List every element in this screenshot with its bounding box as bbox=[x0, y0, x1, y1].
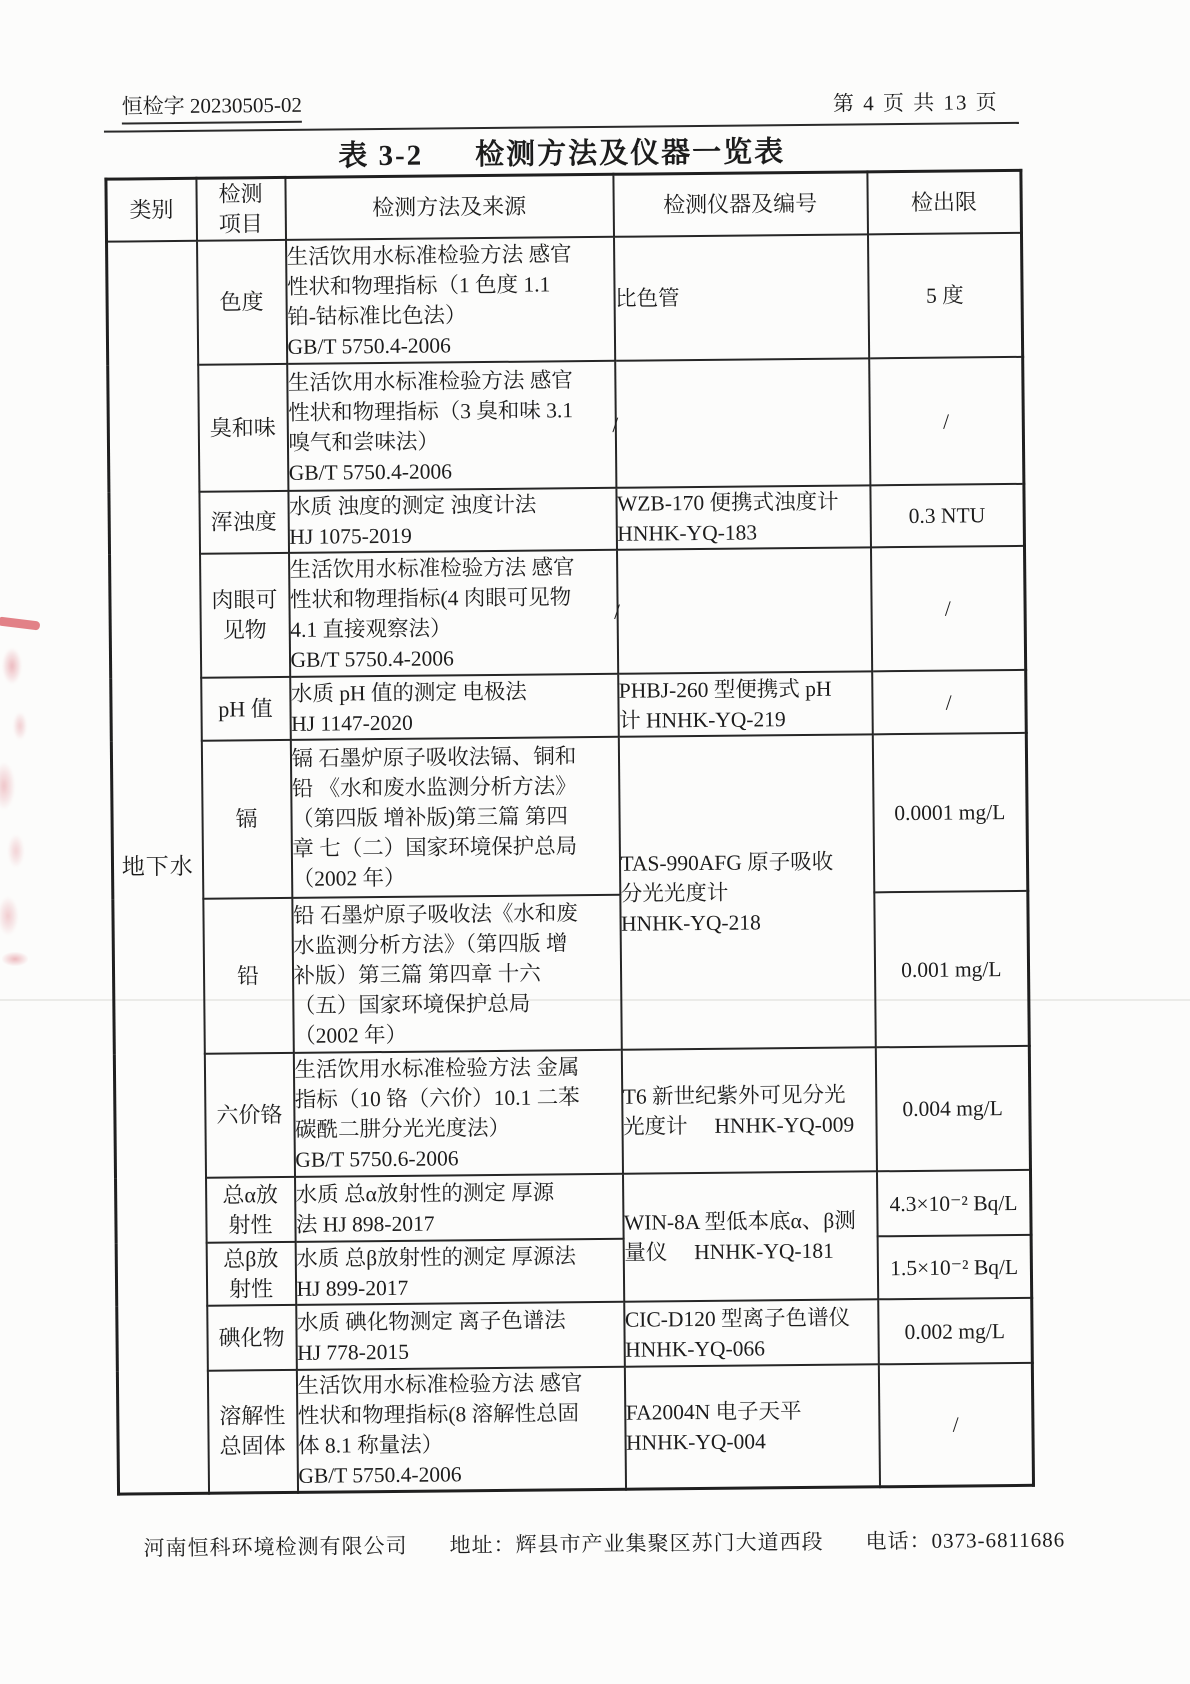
instrument-cell-merged-cd-pb: TAS-990AFG 原子吸收 分光光度计 HNHK-YQ-218 bbox=[618, 734, 875, 1049]
limit-cell: 1.5×10⁻² Bq/L bbox=[877, 1235, 1032, 1299]
method-cell: 生活饮用水标准检验方法 感官 性状和物理指标（1 色度 1.1 铂-钴标准比色法） GB/T 5750.4-2006 bbox=[286, 237, 615, 364]
item-cell: 铅 bbox=[203, 898, 293, 1054]
limit-cell: 0.0001 mg/L bbox=[872, 733, 1028, 892]
table-row bbox=[117, 1298, 1033, 1372]
item-cell: 色度 bbox=[197, 240, 287, 365]
item-cell: 溶解性 总固体 bbox=[207, 1370, 297, 1493]
report-number: 恒检字 20230505-02 bbox=[122, 89, 303, 125]
method-cell: 镉 石墨炉原子吸收法镉、铜和 铅 《水和废水监测分析方法》 （第四版 增补版)第三篇 第四 章 七（二）国家环境保护总局 （2002 年） bbox=[290, 737, 620, 898]
limit-cell: / bbox=[878, 1363, 1033, 1487]
table-row bbox=[116, 1170, 1032, 1244]
limit-cell: 0.002 mg/L bbox=[878, 1298, 1033, 1364]
red-stamp-smudge bbox=[0, 636, 36, 946]
limit-cell: 0.004 mg/L bbox=[875, 1046, 1030, 1171]
method-cell: 铅 石墨炉原子吸收法《水和废 水监测分析方法》（第四版 增 补版）第三篇 第四章 十六 （五）国家环境保护总局 （2002 年） bbox=[292, 895, 621, 1053]
footer-address: 地址：辉县市产业集聚区苏门大道西段 bbox=[449, 1529, 824, 1558]
item-cell: 浑浊度 bbox=[199, 491, 289, 554]
method-cell: 生活饮用水标准检验方法 感官 性状和物理指标（3 臭和味 3.1 嗅气和尝味法） GB/T 5750.4-2006 bbox=[287, 361, 616, 491]
item-cell: 肉眼可 见物 bbox=[200, 553, 290, 678]
method-cell: 水质 总β放射性的测定 厚源法 HJ 899-2017 bbox=[295, 1239, 624, 1305]
limit-cell: 0.3 NTU bbox=[870, 484, 1025, 547]
instrument-cell: 比色管 bbox=[613, 234, 868, 360]
instrument-cell: / bbox=[615, 358, 870, 487]
methods-instruments-table bbox=[104, 169, 1035, 1496]
footer-phone: 电话：0373-6811686 bbox=[865, 1527, 1066, 1554]
limit-cell: / bbox=[870, 546, 1025, 671]
instrument-cell: FA2004N 电子天平 HNHK-YQ-004 bbox=[624, 1364, 879, 1489]
method-cell: 水质 总α放射性的测定 厚源 法 HJ 898-2017 bbox=[295, 1174, 624, 1242]
red-stamp-dot bbox=[2, 952, 28, 966]
item-cell: pH 值 bbox=[201, 677, 291, 741]
limit-cell: 0.001 mg/L bbox=[874, 891, 1029, 1047]
col-header-item: 检测 项目 bbox=[196, 177, 286, 240]
table-row bbox=[111, 733, 1027, 900]
instrument-cell: / bbox=[617, 547, 872, 673]
method-cell: 水质 浊度的测定 浊度计法 HJ 1075-2019 bbox=[288, 488, 617, 553]
category-cell: 地下水 bbox=[107, 241, 209, 1494]
method-cell: 水质 碘化物测定 离子色谱法 HJ 778-2015 bbox=[296, 1302, 625, 1370]
table-title-number: 表 3-2 bbox=[338, 139, 424, 173]
table-header-row bbox=[106, 170, 1022, 241]
method-cell: 生活饮用水标准检验方法 感官 性状和物理指标(8 溶解性总固 体 8.1 称量法） GB/T 5750.4-2006 bbox=[296, 1367, 625, 1493]
method-cell: 生活饮用水标准检验方法 金属 指标（10 铬（六价）10.1 二苯 碳酰二肼分光光度法） GB/T 5750.6-2006 bbox=[293, 1050, 622, 1177]
limit-cell: 5 度 bbox=[867, 233, 1022, 358]
page-header bbox=[104, 82, 1019, 133]
table-row bbox=[108, 357, 1024, 493]
item-cell: 碘化物 bbox=[207, 1305, 297, 1371]
instrument-cell: CIC-D120 型离子色谱仪 HNHK-YQ-066 bbox=[624, 1299, 879, 1366]
table-row bbox=[117, 1363, 1033, 1494]
item-cell: 臭和味 bbox=[198, 364, 288, 492]
table-row bbox=[113, 891, 1029, 1055]
col-header-instrument: 检测仪器及编号 bbox=[613, 172, 868, 237]
table-row bbox=[116, 1235, 1032, 1307]
col-header-method: 检测方法及来源 bbox=[285, 174, 614, 240]
table-row bbox=[109, 484, 1025, 555]
table-row bbox=[107, 233, 1023, 366]
table-row bbox=[111, 670, 1027, 742]
table-row bbox=[114, 1046, 1030, 1179]
method-cell: 生活饮用水标准检验方法 感官 性状和物理指标(4 肉眼可见物 4.1 直接观察法） GB/T 5750.4-2006 bbox=[289, 550, 618, 677]
limit-cell: 4.3×10⁻² Bq/L bbox=[876, 1170, 1031, 1236]
item-cell: 总α放 射性 bbox=[206, 1177, 296, 1243]
table-title bbox=[104, 127, 1019, 177]
limit-cell: / bbox=[872, 670, 1027, 734]
item-cell: 镉 bbox=[201, 740, 292, 899]
footer-company: 河南恒科环境检测有限公司 bbox=[143, 1533, 408, 1561]
col-header-category: 类别 bbox=[106, 178, 197, 241]
instrument-cell: PHBJ-260 型便携式 pH 计 HNHK-YQ-219 bbox=[618, 671, 873, 736]
instrument-cell: T6 新世纪紫外可见分光 光度计 HNHK-YQ-009 bbox=[621, 1047, 876, 1173]
instrument-cell-merged-alpha-beta: WIN-8A 型低本底α、β测 量仪 HNHK-YQ-181 bbox=[622, 1171, 877, 1301]
item-cell: 六价铬 bbox=[204, 1053, 294, 1178]
instrument-cell: WZB-170 便携式浊度计 HNHK-YQ-183 bbox=[616, 485, 871, 549]
table-title-text: 检测方法及仪器一览表 bbox=[475, 136, 786, 172]
table-row bbox=[110, 546, 1026, 679]
page-footer bbox=[143, 1523, 1073, 1562]
limit-cell: / bbox=[869, 357, 1024, 485]
page-number: 第 4 页 共 13 页 bbox=[832, 90, 999, 116]
item-cell: 总β放 射性 bbox=[206, 1242, 296, 1306]
method-cell: 水质 pH 值的测定 电极法 HJ 1147-2020 bbox=[290, 674, 619, 740]
col-header-limit: 检出限 bbox=[867, 170, 1022, 234]
